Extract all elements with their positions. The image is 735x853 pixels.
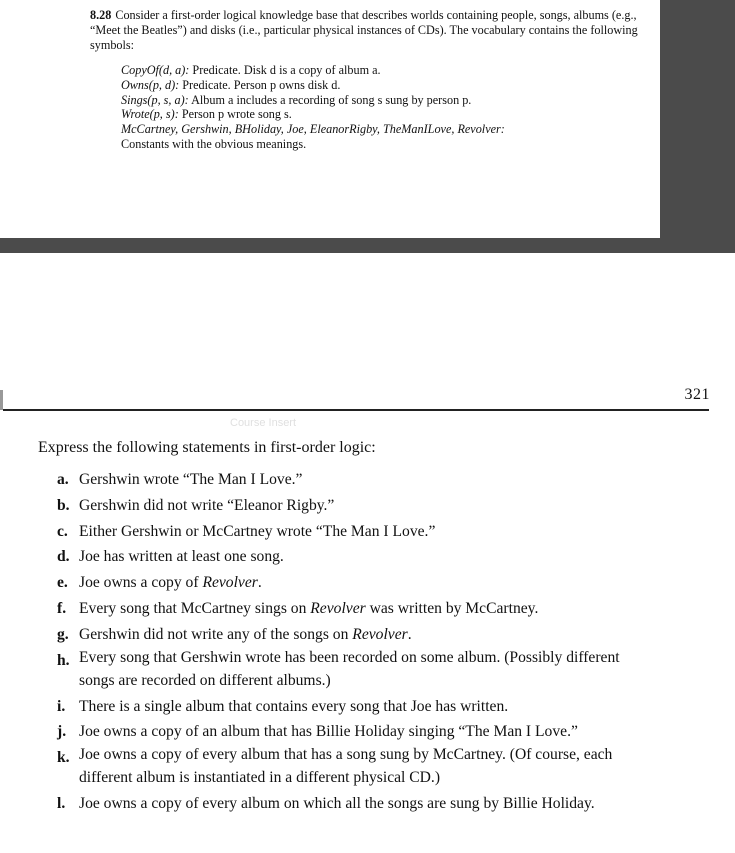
item-text: Joe owns a copy of an album that has Billie Holiday singing “The Man I Love.” [79,723,578,741]
exercise-item-l [57,791,722,817]
current-page [0,253,735,853]
viewer-background-right [660,0,735,253]
constants-line: McCartney, Gershwin, BHoliday, Joe, EleanorRigby, TheManILove, Revolver: [121,122,505,137]
item-text-part: Gershwin did not write any of the songs on [79,625,353,643]
album-title: Revolver [352,625,408,643]
vocab-row [121,107,641,122]
exercise-item-k [57,745,722,791]
vocab-desc: Predicate. Person p owns disk d. [182,77,341,92]
vocab-desc: Predicate. Disk d is a copy of album a. [192,63,381,77]
header-rule [3,409,709,411]
exercise-item-b [57,493,722,519]
exercise-item-f [57,596,722,622]
problem-number: 8.28 [90,8,112,22]
album-title: Revolver [310,599,366,617]
item-label: e. [57,574,68,592]
problem-statement [90,8,650,54]
vocab-row [121,63,641,78]
item-label: h. [57,651,70,669]
top-page-viewport [0,0,735,253]
item-text-line: Every song that Gershwin wrote has been recorded on some album. (Possibly different [79,648,620,666]
exercise-item-d [57,544,722,570]
exercise-items [57,467,722,817]
item-text [79,596,722,622]
exercise-item-e [57,570,722,596]
item-text: Gershwin wrote “The Man I Love.” [79,471,303,488]
exercise-item-h [57,648,722,694]
album-title: Revolver [202,574,258,592]
item-text-part: Every song that McCartney sings on [79,599,311,617]
item-text-part: Joe owns a copy of [79,574,203,592]
item-text [79,745,722,791]
page-edge-marker [0,390,3,410]
item-text [79,648,722,694]
item-text: Joe owns a copy of every album on which all the songs are sung by Billie Holiday. [79,795,595,813]
vocabulary-list [121,63,641,152]
item-text [79,570,722,596]
vocab-row [121,78,641,93]
item-label: g. [57,625,69,643]
vocab-symbol: Owns(p, d): [121,77,180,92]
item-label: i. [57,697,66,715]
vocab-symbol: CopyOf(d, a): [121,63,190,77]
exercise-item-c [57,519,722,545]
vocab-row [121,93,641,108]
item-label: c. [57,522,68,540]
exercise-item-i [57,694,722,720]
exercise-intro: Express the following statements in first-order logic: [38,439,376,456]
exercise-item-g [57,622,722,648]
item-text-part: . [407,625,412,643]
vocab-symbol: Wrote(p, s): [121,107,179,122]
item-label: k. [57,749,70,767]
item-label: l. [57,795,66,813]
vocab-desc: Person p wrote song s. [181,107,292,122]
item-text-line: songs are recorded on different albums.) [79,671,331,689]
item-label: f. [57,599,67,617]
item-text-line: Joe owns a copy of every album that has a song sung by McCartney. (Of course, each [79,746,613,764]
page-number: 321 [684,386,710,403]
item-text-part: . [257,574,262,592]
vocab-desc: Album a includes a recording of song s sung by person p. [191,92,472,107]
item-text [79,622,722,648]
constants-desc: Constants with the obvious meanings. [121,136,307,151]
item-label: a. [57,471,69,488]
item-text: Gershwin did not write “Eleanor Rigby.” [79,496,335,514]
item-label: b. [57,496,70,514]
watermark-text: Course Insert [230,417,297,429]
vocab-symbol: Sings(p, s, a): [121,92,189,107]
item-text-part: was written by McCartney. [365,599,539,617]
item-text: There is a single album that contains every song that Joe has written. [79,697,509,715]
viewer-background-bottom [0,238,735,253]
item-label: d. [57,548,70,566]
item-text: Joe has written at least one song. [79,548,284,566]
item-text: Either Gershwin or McCartney wrote “The Man I Love.” [79,522,436,540]
item-text-line: different album is instantiated in a different physical CD.) [79,769,441,787]
exercise-item-a [57,467,722,493]
item-label: j. [57,723,67,741]
previous-page [0,0,660,238]
exercise-item-j [57,719,722,745]
problem-text: Consider a first-order logical knowledge base that describes worlds containing people, songs, albums (e.g., “Meet the Beatles”) and disks (i.e., particular physical instances of CDs). The vocabulary contains the following symbols: [90,8,638,53]
